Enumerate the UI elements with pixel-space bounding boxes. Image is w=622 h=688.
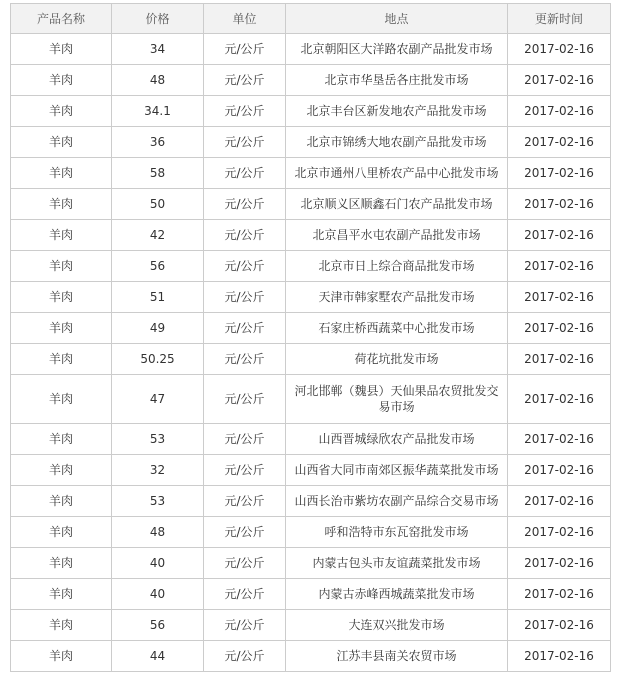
cell-product-name: 羊肉 — [11, 313, 112, 344]
cell-price: 53 — [112, 424, 204, 455]
cell-unit: 元/公斤 — [204, 455, 286, 486]
table-row — [11, 424, 611, 455]
cell-location: 北京市锦绣大地农副产品批发市场 — [286, 127, 508, 158]
cell-update-time: 2017-02-16 — [508, 517, 611, 548]
cell-location: 江苏丰县南关农贸市场 — [286, 641, 508, 672]
cell-price: 49 — [112, 313, 204, 344]
cell-update-time: 2017-02-16 — [508, 96, 611, 127]
cell-product-name: 羊肉 — [11, 517, 112, 548]
cell-update-time: 2017-02-16 — [508, 610, 611, 641]
cell-product-name: 羊肉 — [11, 375, 112, 424]
cell-location: 北京市日上综合商品批发市场 — [286, 251, 508, 282]
table-row — [11, 34, 611, 65]
cell-location: 河北邯郸（魏县）天仙果品农贸批发交易市场 — [286, 375, 508, 424]
cell-product-name: 羊肉 — [11, 455, 112, 486]
cell-location: 山西省大同市南郊区振华蔬菜批发市场 — [286, 455, 508, 486]
cell-update-time: 2017-02-16 — [508, 127, 611, 158]
table-row — [11, 127, 611, 158]
cell-unit: 元/公斤 — [204, 548, 286, 579]
header-unit: 单位 — [204, 4, 286, 34]
cell-product-name: 羊肉 — [11, 220, 112, 251]
cell-update-time: 2017-02-16 — [508, 375, 611, 424]
cell-product-name: 羊肉 — [11, 641, 112, 672]
cell-price: 50.25 — [112, 344, 204, 375]
cell-update-time: 2017-02-16 — [508, 158, 611, 189]
cell-unit: 元/公斤 — [204, 344, 286, 375]
table-row — [11, 641, 611, 672]
cell-price: 48 — [112, 65, 204, 96]
cell-price: 36 — [112, 127, 204, 158]
table-row — [11, 220, 611, 251]
cell-update-time: 2017-02-16 — [508, 251, 611, 282]
table-row — [11, 610, 611, 641]
table-header-row — [11, 4, 611, 34]
header-location: 地点 — [286, 4, 508, 34]
cell-update-time: 2017-02-16 — [508, 65, 611, 96]
cell-update-time: 2017-02-16 — [508, 220, 611, 251]
cell-location: 北京丰台区新发地农产品批发市场 — [286, 96, 508, 127]
cell-price: 48 — [112, 517, 204, 548]
cell-update-time: 2017-02-16 — [508, 641, 611, 672]
cell-unit: 元/公斤 — [204, 251, 286, 282]
cell-unit: 元/公斤 — [204, 579, 286, 610]
cell-price: 34.1 — [112, 96, 204, 127]
cell-product-name: 羊肉 — [11, 344, 112, 375]
header-product-name: 产品名称 — [11, 4, 112, 34]
cell-location: 天津市韩家墅农产品批发市场 — [286, 282, 508, 313]
cell-unit: 元/公斤 — [204, 34, 286, 65]
cell-price: 56 — [112, 610, 204, 641]
cell-price: 34 — [112, 34, 204, 65]
cell-product-name: 羊肉 — [11, 65, 112, 96]
cell-update-time: 2017-02-16 — [508, 579, 611, 610]
cell-update-time: 2017-02-16 — [508, 486, 611, 517]
cell-product-name: 羊肉 — [11, 96, 112, 127]
cell-product-name: 羊肉 — [11, 579, 112, 610]
cell-price: 40 — [112, 579, 204, 610]
header-price: 价格 — [112, 4, 204, 34]
cell-update-time: 2017-02-16 — [508, 34, 611, 65]
price-table-container — [10, 3, 610, 672]
table-row — [11, 158, 611, 189]
cell-location: 山西晋城绿欣农产品批发市场 — [286, 424, 508, 455]
cell-product-name: 羊肉 — [11, 486, 112, 517]
cell-update-time: 2017-02-16 — [508, 189, 611, 220]
cell-unit: 元/公斤 — [204, 313, 286, 344]
cell-unit: 元/公斤 — [204, 424, 286, 455]
cell-unit: 元/公斤 — [204, 486, 286, 517]
cell-price: 56 — [112, 251, 204, 282]
cell-price: 32 — [112, 455, 204, 486]
cell-location: 大连双兴批发市场 — [286, 610, 508, 641]
table-row — [11, 251, 611, 282]
cell-unit: 元/公斤 — [204, 127, 286, 158]
cell-unit: 元/公斤 — [204, 282, 286, 313]
cell-product-name: 羊肉 — [11, 251, 112, 282]
cell-product-name: 羊肉 — [11, 424, 112, 455]
cell-location: 山西长治市紫坊农副产品综合交易市场 — [286, 486, 508, 517]
table-row — [11, 282, 611, 313]
header-update-time: 更新时间 — [508, 4, 611, 34]
table-row — [11, 486, 611, 517]
cell-update-time: 2017-02-16 — [508, 313, 611, 344]
table-row — [11, 344, 611, 375]
table-row — [11, 517, 611, 548]
cell-location: 内蒙古赤峰西城蔬菜批发市场 — [286, 579, 508, 610]
cell-update-time: 2017-02-16 — [508, 455, 611, 486]
cell-unit: 元/公斤 — [204, 517, 286, 548]
cell-unit: 元/公斤 — [204, 158, 286, 189]
cell-price: 47 — [112, 375, 204, 424]
cell-price: 53 — [112, 486, 204, 517]
cell-update-time: 2017-02-16 — [508, 282, 611, 313]
cell-product-name: 羊肉 — [11, 548, 112, 579]
cell-product-name: 羊肉 — [11, 189, 112, 220]
cell-price: 44 — [112, 641, 204, 672]
table-row — [11, 65, 611, 96]
cell-update-time: 2017-02-16 — [508, 344, 611, 375]
cell-unit: 元/公斤 — [204, 96, 286, 127]
cell-unit: 元/公斤 — [204, 189, 286, 220]
cell-price: 42 — [112, 220, 204, 251]
table-row — [11, 189, 611, 220]
cell-unit: 元/公斤 — [204, 610, 286, 641]
cell-price: 51 — [112, 282, 204, 313]
cell-unit: 元/公斤 — [204, 375, 286, 424]
cell-unit: 元/公斤 — [204, 220, 286, 251]
cell-location: 北京朝阳区大洋路农副产品批发市场 — [286, 34, 508, 65]
table-row — [11, 375, 611, 424]
cell-update-time: 2017-02-16 — [508, 548, 611, 579]
cell-unit: 元/公斤 — [204, 641, 286, 672]
table-body — [11, 34, 611, 672]
cell-update-time: 2017-02-16 — [508, 424, 611, 455]
cell-product-name: 羊肉 — [11, 34, 112, 65]
cell-location: 北京市华垦岳各庄批发市场 — [286, 65, 508, 96]
cell-product-name: 羊肉 — [11, 282, 112, 313]
table-row — [11, 579, 611, 610]
cell-unit: 元/公斤 — [204, 65, 286, 96]
table-row — [11, 548, 611, 579]
cell-location: 内蒙古包头市友谊蔬菜批发市场 — [286, 548, 508, 579]
cell-price: 58 — [112, 158, 204, 189]
cell-location: 北京顺义区顺鑫石门农产品批发市场 — [286, 189, 508, 220]
cell-product-name: 羊肉 — [11, 158, 112, 189]
cell-price: 40 — [112, 548, 204, 579]
cell-product-name: 羊肉 — [11, 610, 112, 641]
cell-location: 北京昌平水屯农副产品批发市场 — [286, 220, 508, 251]
cell-location: 北京市通州八里桥农产品中心批发市场 — [286, 158, 508, 189]
cell-price: 50 — [112, 189, 204, 220]
table-row — [11, 455, 611, 486]
cell-location: 石家庄桥西蔬菜中心批发市场 — [286, 313, 508, 344]
cell-product-name: 羊肉 — [11, 127, 112, 158]
cell-location: 荷花坑批发市场 — [286, 344, 508, 375]
cell-location: 呼和浩特市东瓦窑批发市场 — [286, 517, 508, 548]
price-table — [10, 3, 611, 672]
table-row — [11, 96, 611, 127]
table-row — [11, 313, 611, 344]
